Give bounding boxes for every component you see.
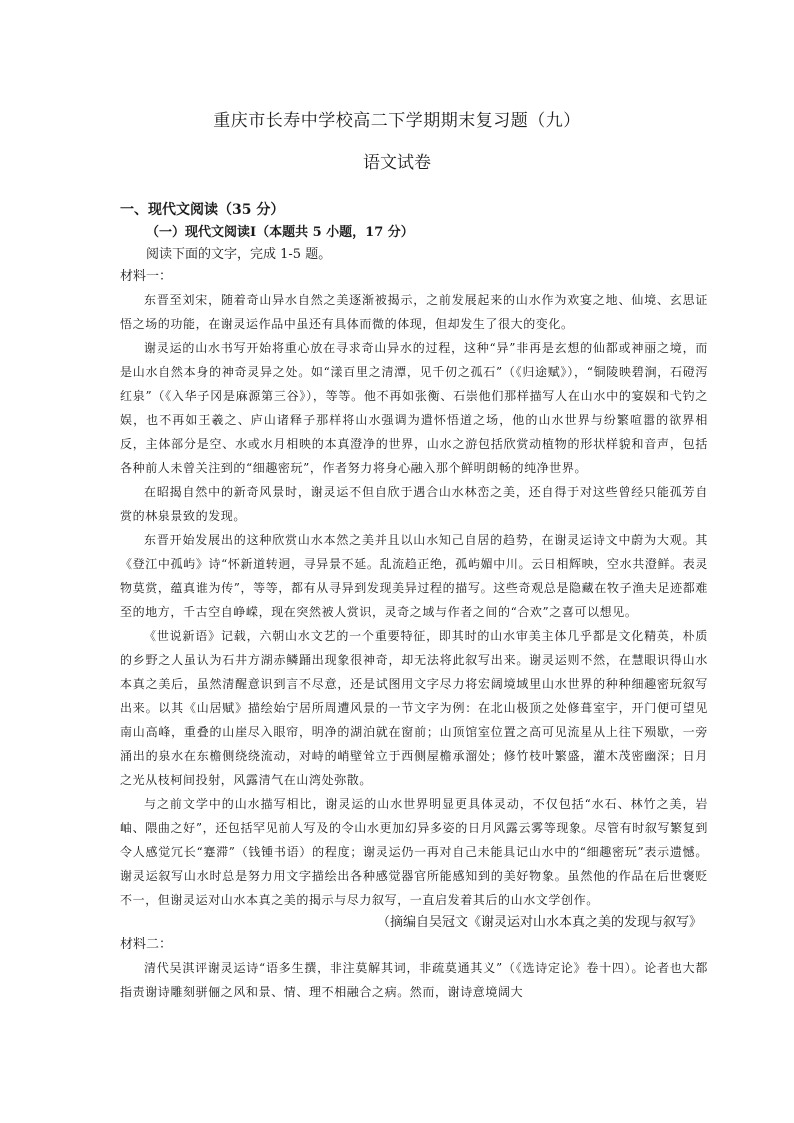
material-one-paragraph: 谢灵运的山水书写开始将重心放在寻求奇山异水的过程，这种“异”非再是玄想的仙都或神丽之境，而是山水自然本身的神奇灵异之处。如“漾百里之清潭，见千仞之孤石”（《归途赋》），“铜陵映碧涧，石磴泻红泉”（《入华子冈是麻源第三谷》），等等。他不再如张衡、石崇他们那样描写人在山水中的宴娱和弋钓之娱，也不再如王羲之、庐山诸释子那样将山水强调为遣怀悟道之场，他的山水世界与纷繁喧嚣的欲界相反，主体部分是空、水或水月相映的本真澄净的世界，山水之游包括欣赏动植物的形状样貌和音声，包括各种前人未曾关注到的“细趣密玩”，作者努力将身心融入那个鲜明朗畅的纯净世界。 bbox=[120, 341, 708, 475]
subsection-heading: （一）现代文阅读Ⅰ（本题共 5 小题，17 分） bbox=[146, 225, 414, 240]
document-content bbox=[120, 198, 708, 1004]
document-subtitle: 语文试卷 bbox=[363, 153, 431, 173]
material-one-paragraph: 东晋至刘宋，随着奇山异水自然之美逐渐被揭示，之前发展起来的山水作为欢宴之地、仙境、玄思证悟之场的功能，在谢灵运作品中虽还有具体而微的体现，但却发生了很大的变化。 bbox=[120, 293, 708, 331]
material-one-source: （摘编自吴冠文《谢灵运对山水本真之美的发现与叙写》 bbox=[376, 915, 702, 930]
material-two-paragraph: 清代吴淇评谢灵运诗“语多生撰，非注莫解其词，非疏莫通其义”（《选诗定论》卷十四）。论者也大都指责谢诗雕刻骈俪之风和景、情、理不相融合之病。然而，谢诗意境阔大 bbox=[120, 961, 708, 999]
material-one-label: 材料一： bbox=[120, 269, 173, 284]
material-two-label: 材料二： bbox=[120, 937, 173, 952]
material-one-paragraph: 《世说新语》记载，六朝山水文艺的一个重要特征，即其时的山水审美主体几乎都是文化精英，朴质的乡野之人虽认为石井方湖赤鳞踊出现象很神奇，却无法将此叙写出来。谢灵运则不然，在慧眼识得山水本真之美后，虽然清醒意识到言不尽意，还是试图用文字尽力将宏阔境域里山水世界的种种细趣密玩叙写出来。以其《山居赋》描绘始宁居所周遭风景的一节文字为例：在北山极顶之处修葺室宇，开门便可望见南山高峰，重叠的山崖尽入眼帘，明净的湖泊就在窗前；山顶馆室位置之高可见流星从上往下殒歇，一旁涌出的泉水在东檐侧绕绕流动，对峙的峭壁耸立于西侧屋檐承溜处；修竹枝叶繁盛，灌木茂密幽深；日月之光从枝柯间投射，风露清气在山湾处弥散。 bbox=[120, 629, 708, 787]
material-one-paragraph: 在昭揭自然中的新奇风景时，谢灵运不但自欣于遇合山水林峦之美，还自得于对这些曾经只能孤芳自赏的林泉景致的发现。 bbox=[120, 485, 708, 523]
document-title: 重庆市长寿中学校高二下学期期末复习题（九） bbox=[213, 111, 581, 131]
material-one-paragraph: 与之前文学中的山水描写相比，谢灵运的山水世界明显更具体灵动，不仅包括“水石、林竹之美，岩岫、隈曲之好”，还包括罕见前人写及的令山水更加幻异多姿的日月风露云雾等现象。尽管有时叙写繁复到令人感觉冗长“蹇滞”（钱锺书语）的程度；谢灵运仍一再对自己未能具记山水中的“细趣密玩”表示遗憾。谢灵运叙写山水时总是努力用文字描绘出各种感觉器官所能感知到的美好物象。虽然他的作品在后世褒贬不一，但谢灵运对山水本真之美的揭示与尽力叙写，一直启发着其后的山水文学创作。 bbox=[120, 797, 708, 907]
material-one-paragraph: 东晋开始发展出的这种欣赏山水本然之美并且以山水知己自居的趋势，在谢灵运诗文中蔚为大观。其《登江中孤屿》诗“怀新道转迥，寻异景不延。乱流趋正绝，孤屿媚中川。云日相辉映，空水共澄鲜。表灵物莫赏，蕴真谁为传”，等等，都有从寻异到发现美异过程的描写。这些奇观总是隐藏在牧子渔夫足迹都难至的地方，千古空自峥嵘，现在突然被人赏识，灵奇之域与作者之间的“合欢”之喜可以想见。 bbox=[120, 533, 708, 619]
section-heading: 一、现代文阅读（35 分） bbox=[120, 202, 285, 218]
reading-instruction: 阅读下面的文字，完成 1-5 题。 bbox=[146, 247, 332, 262]
